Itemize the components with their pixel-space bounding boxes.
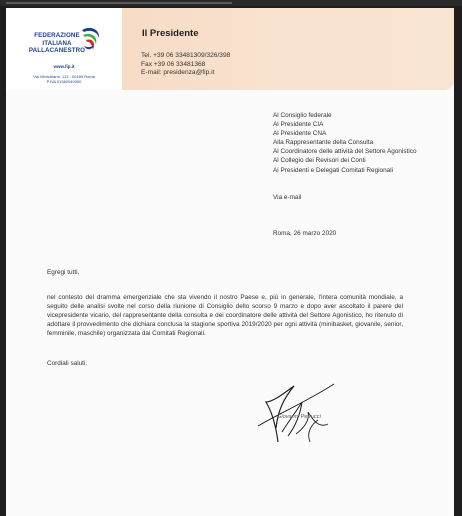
handwritten-signature <box>248 372 358 452</box>
logo-line-3: PALLACANESTRO <box>28 47 86 55</box>
recipients-list <box>273 111 417 175</box>
email-text: E-mail: presidenza@fip.it <box>141 69 215 77</box>
signature-name: Giovanni Petrucci <box>277 414 321 420</box>
president-title: Il Presidente <box>142 28 199 39</box>
greeting: Egregi tutti, <box>47 269 80 276</box>
top-strip-line <box>6 2 232 4</box>
phone-text: Tel. +39 06 33481309/326/398 <box>141 52 231 59</box>
logo-piva: P.IVA 01382040000 <box>46 79 82 84</box>
recipient-line: Al Coordinatore delle attività del Settore Agonistico <box>273 148 417 156</box>
recipient-line: Al Collegio dei Revisori dei Conti <box>273 157 366 165</box>
fip-logo-icon <box>80 26 102 56</box>
contact-block <box>141 52 230 78</box>
logo-area <box>6 8 122 90</box>
letterhead <box>6 8 454 90</box>
logo-address: Via Vitorchiano, 113 - 00189 Roma <box>33 74 95 79</box>
logo-url: www.fip.it <box>53 64 75 69</box>
logo-address-block <box>6 74 122 84</box>
letter-page <box>6 8 454 516</box>
recipient-line: Alla Rappresentante della Consulta <box>273 139 374 147</box>
logo-text <box>26 32 88 55</box>
logo-line-1: FEDERAZIONE <box>34 32 80 39</box>
closing: Cordiali saluti. <box>47 360 88 367</box>
fax-text: Fax +39 06 33481368 <box>141 60 206 68</box>
letter-date: Roma, 26 marzo 2020 <box>273 230 337 237</box>
delivery-method: Via e-mail <box>273 194 302 201</box>
recipient-line: Al Consiglio federale <box>273 112 332 119</box>
body-paragraph: nel contesto del dramma emergenziale che sta vivendo il nostro Paese e, più in generale, l'intera comunità mondiale, a seguito delle analisi svolte nel corso della riunione di Consiglio dello scorso 9 marzo e dopo aver ascoltato il parere del vicepresidente vicario, del rappresentante della consulta e dei coordinatore delle attività del Settore Agonistico, ho ritenuto di adottare il provvedimento che dichiara conclusa la stagione sportiva 2019/2020 per ogni attività (minibasket, giovanile, senior, femminile, maschile) organizzata dai Comitati Regionali. <box>47 294 403 337</box>
recipient-line: Al Presidente CIA <box>273 121 324 129</box>
recipient-line: Ai Presidenti e Delegati Comitati Regionali <box>273 166 394 174</box>
recipient-line: Al Presidente CNA <box>273 130 327 138</box>
logo-line-2: ITALIANA <box>42 39 72 47</box>
top-strip <box>0 0 462 6</box>
